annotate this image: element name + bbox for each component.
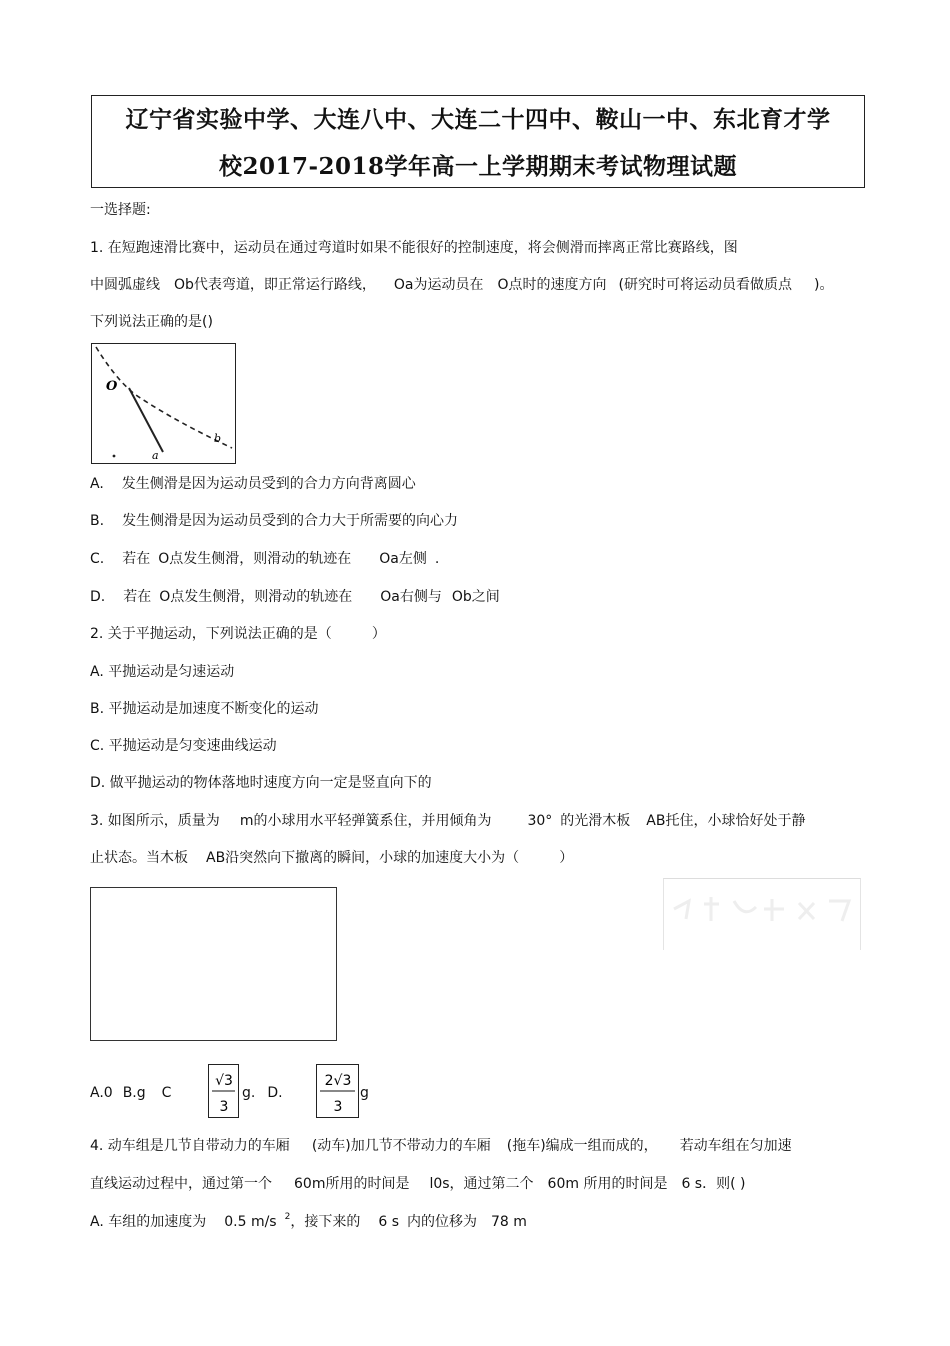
q4-optA-f: 78 m <box>491 1214 527 1230</box>
q1-line2-c: Oa为运动员在 <box>393 277 484 293</box>
q1-option-b-key: B. <box>90 513 105 529</box>
q3-option-c-suffix: g. <box>242 1085 256 1101</box>
q3-line1-b: m的小球用水平轻弹簧系住，并用倾角为 <box>239 813 492 829</box>
q3-option-d-fraction <box>316 1064 359 1118</box>
q1-option-d-a: 若在 <box>123 589 152 605</box>
q1-line2-e: (研究时可将运动员看做质点 <box>618 277 793 293</box>
q1-option-d-key: D. <box>90 589 106 605</box>
q1-option-a-key: A. <box>90 476 104 492</box>
label-a: a <box>152 449 159 462</box>
q1-option-a-text: 发生侧滑是因为运动员受到的合力方向背离圆心 <box>121 476 416 492</box>
q1-line2-d: O点时的速度方向 <box>497 277 607 293</box>
fraction-d-denominator: 3 <box>333 1099 343 1115</box>
title-line-1: 辽宁省实验中学、大连八中、大连二十四中、鞍山一中、东北育才学 <box>125 106 831 133</box>
q1-figure <box>91 343 236 464</box>
q4-optA-e: 内的位移为 <box>407 1214 477 1230</box>
q4-optA-b: 0.5 m/s <box>224 1214 277 1230</box>
title-box <box>91 95 865 188</box>
q3-line1-e: AB托住，小球恰好处于静 <box>646 813 806 829</box>
q3-line2-c: ） <box>559 850 574 866</box>
q1-option-b <box>90 512 458 530</box>
q1-option-c <box>90 550 439 568</box>
q3-option-b: B.g <box>122 1085 146 1101</box>
q3-line2-a: 止状态。当木板 <box>90 850 188 866</box>
q1-option-c-d: . <box>434 551 440 567</box>
q4-line1-c: (拖车)编成一组而成的， <box>506 1138 658 1154</box>
dot-mark <box>113 455 116 458</box>
q4-optA-a: A. 车组的加速度为 <box>90 1214 207 1230</box>
q3-option-d: D. <box>267 1085 283 1101</box>
q3-line-2 <box>90 849 573 867</box>
q3-option-c-fraction <box>208 1064 239 1118</box>
q3-line1-d: 的光滑木板 <box>560 813 631 829</box>
q1-option-b-text: 发生侧滑是因为运动员受到的合力大于所需要的向心力 <box>122 513 459 529</box>
q1-line-1: 1. 在短跑速滑比赛中，运动员在通过弯道时如果不能很好的控制速度，将会侧滑而摔离正常比赛路线，图 <box>90 240 738 256</box>
q4-line2-e: 6 s．则( ) <box>681 1176 746 1192</box>
title-line-2: 校2017-2018学年高一上学期期末考试物理试题 <box>218 153 738 180</box>
section-label: 一选择题: <box>90 202 151 218</box>
q1-line2-b: Ob代表弯道，即正常运行路线， <box>174 277 376 293</box>
q4-line1-b: (动车)加几节不带动力的车厢 <box>311 1138 491 1154</box>
q2-stem-text: 2. 关于平抛运动，下列说法正确的是（ <box>90 626 332 642</box>
q3-line1-c: 30° <box>527 813 553 829</box>
fraction-c-numerator: √3 <box>215 1073 233 1089</box>
q4-line2-b: 60m所用的时间是 <box>294 1176 410 1192</box>
fraction-c-denominator: 3 <box>219 1099 229 1115</box>
label-b: b <box>214 432 222 445</box>
q2-option-b: B. 平抛运动是加速度不断变化的运动 <box>90 701 319 717</box>
q3-figure-placeholder <box>90 887 337 1041</box>
faded-image-fragment <box>663 878 861 950</box>
q1-option-c-b: O点发生侧滑，则滑动的轨迹在 <box>158 551 352 567</box>
line-oa <box>129 388 163 452</box>
q4-line1-a: 4. 动车组是几节自带动力的车厢 <box>90 1138 290 1154</box>
q2-stem-end: ） <box>371 626 386 642</box>
q2-option-a: A. 平抛运动是匀速运动 <box>90 664 235 680</box>
q4-optA-d: 6 s <box>378 1214 399 1230</box>
q1-option-c-a: 若在 <box>122 551 151 567</box>
q4-line2-d: 60m 所用的时间是 <box>547 1176 668 1192</box>
q1-figure-drawing <box>92 344 235 463</box>
q4-line1-d: 若动车组在匀加速 <box>679 1138 792 1154</box>
q4-line2-a: 直线运动过程中，通过第一个 <box>90 1176 272 1192</box>
q3-options-row <box>90 1084 171 1102</box>
q3-option-a: A.0 <box>90 1085 113 1101</box>
q3-line2-b: AB沿突然向下撤离的瞬间，小球的加速度大小为（ <box>206 850 520 866</box>
fraction-c-drawing <box>209 1065 238 1117</box>
q1-option-a <box>90 475 416 493</box>
q3-option-c: C <box>161 1085 172 1101</box>
q1-line2-a: 中圆弧虚线 <box>90 277 160 293</box>
q4-option-a <box>90 1213 527 1233</box>
q3-option-d-suffix: g <box>360 1085 369 1101</box>
q4-line-2 <box>90 1175 745 1193</box>
fraction-d-drawing <box>317 1065 358 1117</box>
q3-line1-a: 3. 如图所示，质量为 <box>90 813 220 829</box>
curve-ob <box>96 347 232 448</box>
q2-stem <box>90 625 386 643</box>
q3-option-c-suffix-row <box>242 1084 283 1102</box>
fraction-d-numerator: 2√3 <box>324 1073 352 1089</box>
q1-option-c-key: C. <box>90 551 105 567</box>
label-o: O <box>106 379 118 394</box>
q1-option-d-d: Ob之间 <box>451 589 500 605</box>
q1-line-2 <box>90 276 833 294</box>
q3-line-1 <box>90 812 805 830</box>
q4-line-1 <box>90 1137 792 1155</box>
q4-optA-c: ，接下来的 <box>290 1214 361 1230</box>
q1-option-c-c: Oa左侧 <box>379 551 427 567</box>
q2-option-d: D. 做平抛运动的物体落地时速度方向一定是竖直向下的 <box>90 775 432 791</box>
q2-option-c: C. 平抛运动是匀变速曲线运动 <box>90 738 277 754</box>
q4-line2-c: l0s，通过第二个 <box>429 1176 534 1192</box>
q1-option-d <box>90 588 500 606</box>
q4-optA-sup: 2 <box>284 1212 291 1222</box>
q1-option-d-b: O点发生侧滑，则滑动的轨迹在 <box>159 589 353 605</box>
q1-option-d-c: Oa右侧与 <box>380 589 442 605</box>
q1-line2-f: )。 <box>814 277 834 293</box>
q1-line-3: 下列说法正确的是() <box>90 314 213 330</box>
faded-image-marks <box>664 879 861 950</box>
